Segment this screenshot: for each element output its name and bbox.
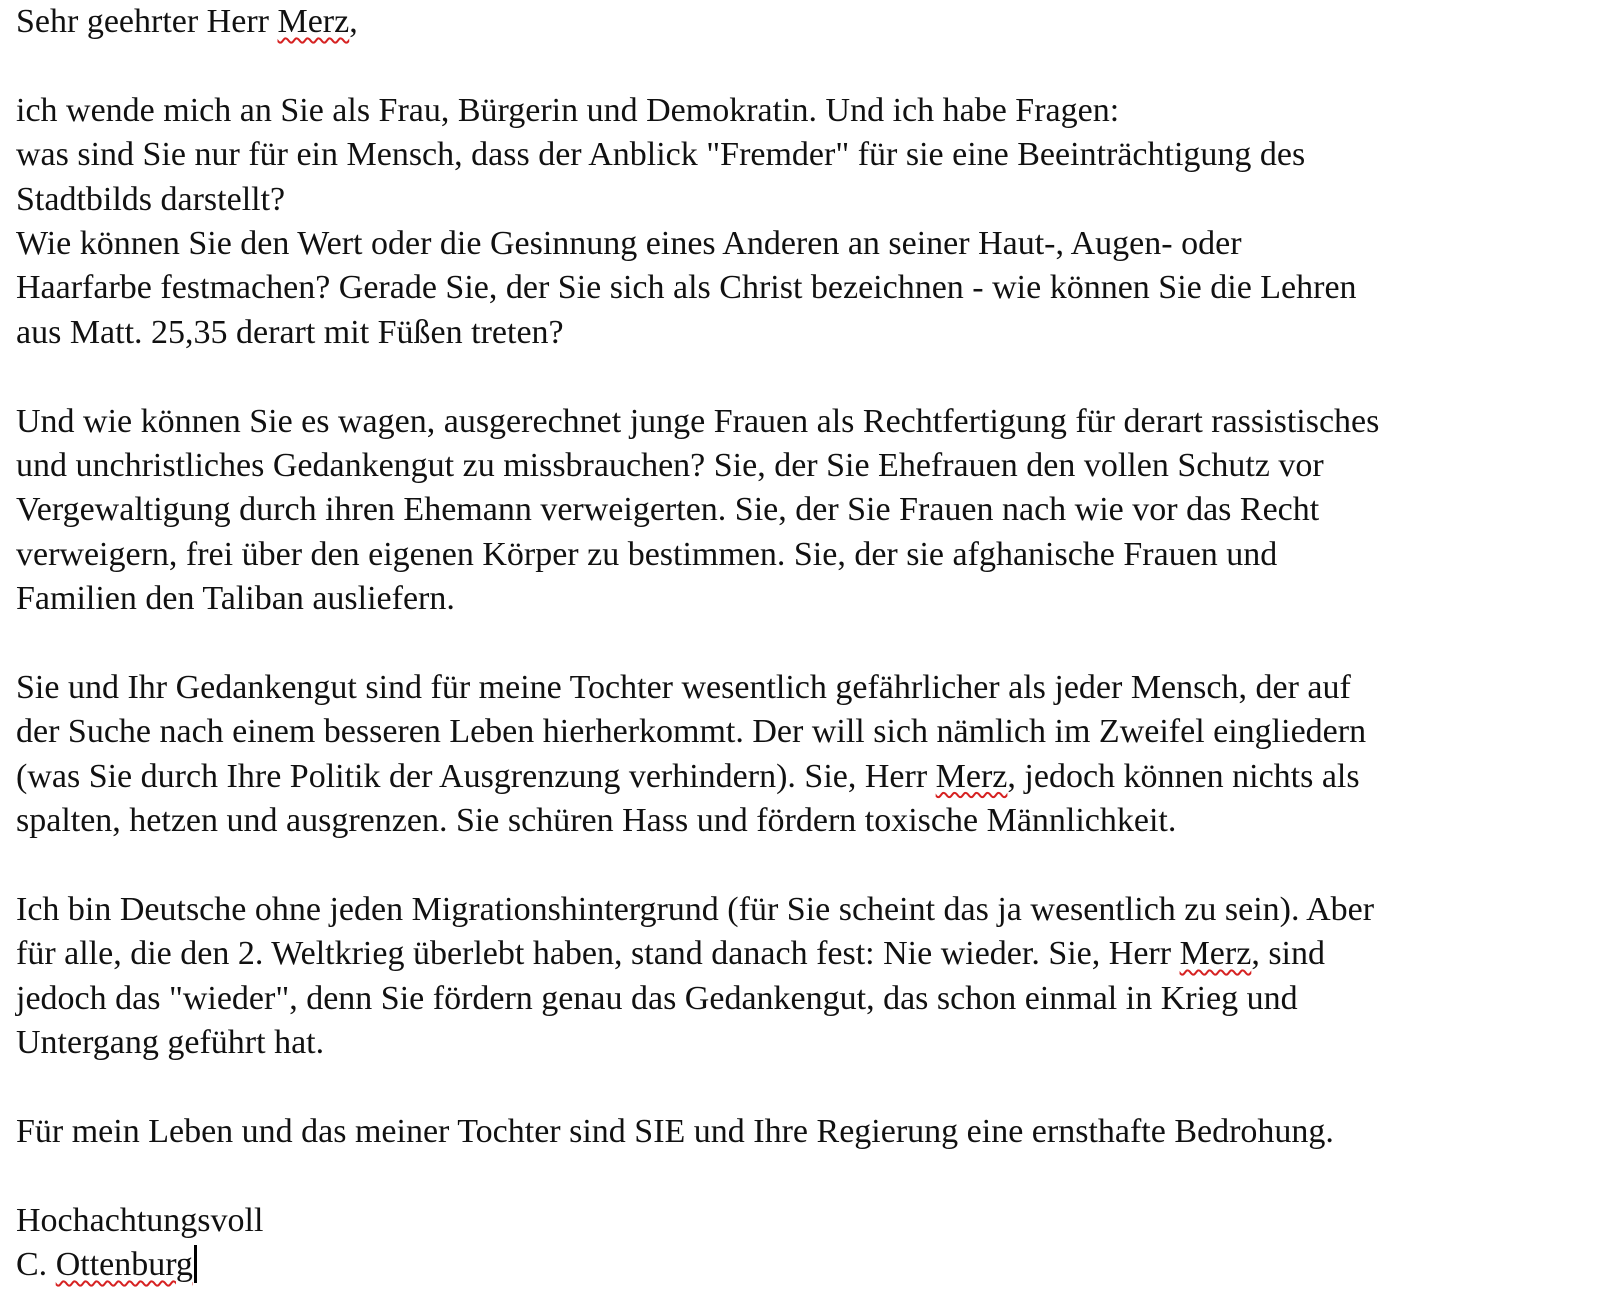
text-line: jedoch das "wieder", denn Sie fördern genau das Gedankengut, das schon einmal in Krieg und bbox=[16, 979, 1298, 1017]
text-line: Und wie können Sie es wagen, ausgerechnet junge Frauen als Rechtfertigung für derart rassistisches bbox=[16, 402, 1380, 440]
document-page[interactable] bbox=[16, 0, 1606, 1287]
paragraph-2 bbox=[16, 400, 1606, 622]
empty-line bbox=[16, 1154, 1606, 1198]
misspelled-word[interactable]: Ottenburg bbox=[55, 1245, 193, 1283]
paragraph-5: Für mein Leben und das meiner Tochter sind SIE und Ihre Regierung eine ernsthafte Bedrohung. bbox=[16, 1112, 1334, 1150]
misspelled-word[interactable]: Merz bbox=[277, 3, 350, 40]
text-cursor bbox=[194, 1245, 197, 1283]
signature-initial: C. bbox=[16, 1245, 56, 1283]
text-line: Haarfarbe festmachen? Gerade Sie, der Sie sich als Christ bezeichnen - wie können Sie die Lehren bbox=[16, 269, 1357, 307]
text-line: Vergewaltigung durch ihren Ehemann verweigerten. Sie, der Sie Frauen nach wie vor das Recht bbox=[16, 491, 1320, 529]
paragraph-1 bbox=[16, 89, 1606, 355]
text-line: Wie können Sie den Wert oder die Gesinnung eines Anderen an seiner Haut-, Augen- oder bbox=[16, 224, 1242, 262]
text-line: der Suche nach einem besseren Leben hierherkommt. Der will sich nämlich im Zweifel eingliedern bbox=[16, 713, 1367, 751]
text-line: und unchristliches Gedankengut zu missbrauchen? Sie, der Sie Ehefrauen den vollen Schutz vor bbox=[16, 446, 1324, 484]
text-segment: , sind bbox=[1251, 935, 1325, 973]
text-line: verweigern, frei über den eigenen Körper zu bestimmen. Sie, der sie afghanische Frauen und bbox=[16, 535, 1278, 573]
text-line: Stadtbilds darstellt? bbox=[16, 180, 286, 218]
empty-line bbox=[16, 44, 1606, 88]
paragraph-4 bbox=[16, 888, 1606, 1066]
empty-line bbox=[16, 843, 1606, 887]
empty-line bbox=[16, 621, 1606, 665]
empty-line bbox=[16, 355, 1606, 399]
salutation-punctuation: , bbox=[349, 3, 358, 40]
text-line: Familien den Taliban ausliefern. bbox=[16, 580, 455, 618]
misspelled-word[interactable]: Merz bbox=[935, 757, 1008, 795]
text-line: Ich bin Deutsche ohne jeden Migrationshintergrund (für Sie scheint das ja wesentlich zu sein). Aber bbox=[16, 890, 1375, 928]
text-line: Untergang geführt hat. bbox=[16, 1023, 325, 1061]
signature-line bbox=[16, 1243, 1606, 1287]
text-segment: (was Sie durch Ihre Politik der Ausgrenzung verhindern). Sie, Herr bbox=[16, 757, 936, 795]
text-line: spalten, hetzen und ausgrenzen. Sie schüren Hass und fördern toxische Männlichkeit. bbox=[16, 802, 1177, 840]
text-line bbox=[16, 755, 1606, 799]
text-line: aus Matt. 25,35 derart mit Füßen treten? bbox=[16, 313, 564, 351]
text-line: ich wende mich an Sie als Frau, Bürgerin und Demokratin. Und ich habe Fragen: bbox=[16, 91, 1120, 129]
text-segment: für alle, die den 2. Weltkrieg überlebt haben, stand danach fest: Nie wieder. Sie, Herr bbox=[16, 935, 1180, 973]
closing-line: Hochachtungsvoll bbox=[16, 1201, 264, 1239]
salutation-line bbox=[16, 0, 1606, 44]
paragraph-3 bbox=[16, 666, 1606, 844]
empty-line bbox=[16, 1065, 1606, 1109]
text-segment: , jedoch können nichts als bbox=[1007, 757, 1360, 795]
misspelled-word[interactable]: Merz bbox=[1179, 935, 1252, 973]
text-line bbox=[16, 932, 1606, 976]
text-line: Sie und Ihr Gedankengut sind für meine Tochter wesentlich gefährlicher als jeder Mensch, der auf bbox=[16, 668, 1351, 706]
text-line: was sind Sie nur für ein Mensch, dass der Anblick "Fremder" für sie eine Beeinträchtigung des bbox=[16, 136, 1306, 174]
salutation-text: Sehr geehrter Herr bbox=[16, 3, 278, 40]
